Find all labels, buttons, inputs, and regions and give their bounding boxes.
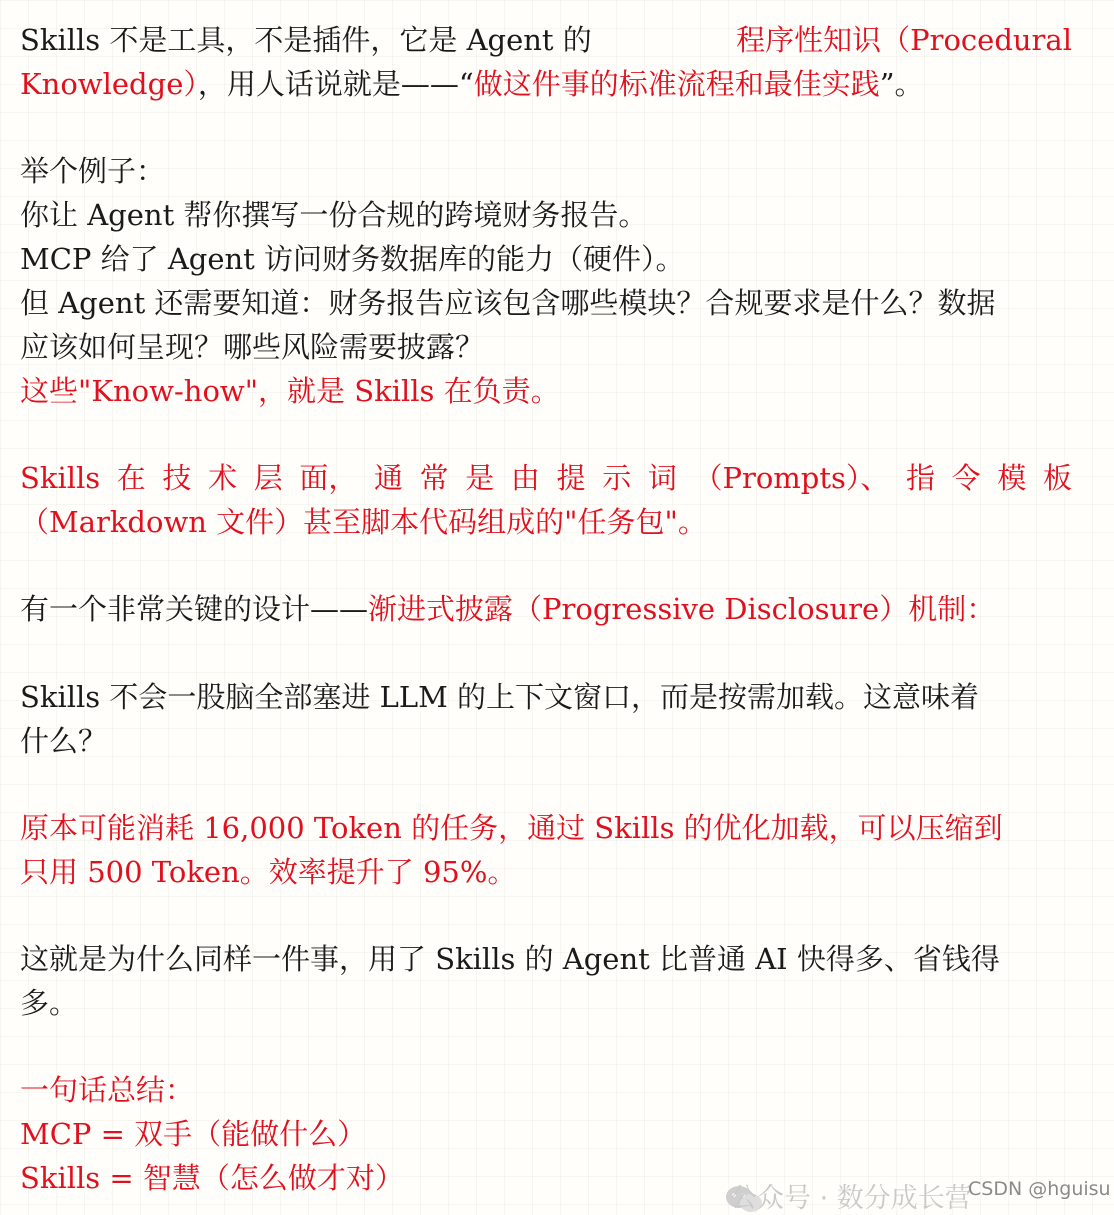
text-segment: 有一个非常关键的设计—— — [20, 592, 369, 626]
word: 模 — [997, 461, 1027, 495]
text-line — [20, 18, 1072, 62]
text-line: MCP 给了 Agent 访问财务数据库的能力（硬件）。 — [20, 242, 685, 276]
paragraph-progressive-disclosure — [20, 587, 1072, 631]
highlight-text: Knowledge） — [20, 67, 198, 101]
text-segment: ”。 — [879, 67, 924, 101]
word: 令 — [951, 461, 981, 495]
highlight-text: 程序性知识（Procedural — [736, 23, 1072, 57]
paragraph-example — [20, 149, 1072, 413]
word: 面， — [299, 461, 358, 495]
highlight-text: 这些"Know-how"，就是 Skills 在负责。 — [20, 374, 560, 408]
paragraph-skills-composition — [20, 456, 1072, 544]
word: 提 — [556, 461, 586, 495]
text-segment: Skills 不是工具，不是插件，它是 Agent 的 — [20, 23, 592, 57]
word: （Prompts）、 — [693, 461, 890, 495]
text-line: Skills 不会一股脑全部塞进 LLM 的上下文窗口，而是按需加载。这意味着 — [20, 680, 980, 714]
text-line: 举个例子： — [20, 154, 166, 188]
text-line: 只用 500 Token。效率提升了 95%。 — [20, 855, 517, 889]
csdn-watermark: CSDN @hguisu — [968, 1178, 1111, 1200]
text-line — [20, 62, 1072, 106]
text-line: Skills = 智慧（怎么做才对） — [20, 1161, 404, 1195]
word: 由 — [510, 461, 540, 495]
word: 示 — [602, 461, 632, 495]
word: 指 — [906, 461, 936, 495]
word: 板 — [1042, 461, 1072, 495]
word: 是 — [465, 461, 495, 495]
word: 通 — [373, 461, 403, 495]
word: Skills — [20, 461, 101, 495]
text-line — [20, 587, 1072, 631]
text-line: （Markdown 文件）甚至脚本代码组成的"任务包"。 — [20, 505, 707, 539]
text-line: 原本可能消耗 16,000 Token 的任务，通过 Skills 的优化加载，可以压缩到 — [20, 811, 1003, 845]
text-line: 应该如何呈现？哪些风险需要披露？ — [20, 330, 485, 364]
word: 技 — [162, 461, 192, 495]
word: 常 — [419, 461, 449, 495]
highlight-text: 做这件事的标准流程和最佳实践 — [473, 67, 880, 101]
wechat-watermark: 公众号 · 数分成长营 — [730, 1183, 972, 1214]
word: 层 — [253, 461, 283, 495]
paragraph-token-savings — [20, 806, 1072, 894]
highlight-text: 渐进式披露（Progressive Disclosure）机制： — [368, 592, 996, 626]
text-line: 这就是为什么同样一件事，用了 Skills 的 Agent 比普通 AI 快得多、省钱得 — [20, 942, 1000, 976]
paragraph-skills-definition — [20, 18, 1072, 106]
word: 在 — [116, 461, 146, 495]
text-line: 一句话总结： — [20, 1073, 195, 1107]
paragraph-why-faster — [20, 937, 1072, 1025]
word: 术 — [208, 461, 238, 495]
text-line — [20, 456, 1072, 500]
paragraph-on-demand-loading — [20, 675, 1072, 763]
text-segment: ，用人话说就是——“ — [197, 67, 474, 101]
word: 词 — [647, 461, 677, 495]
text-line: 多。 — [20, 986, 79, 1020]
text-line: MCP = 双手（能做什么） — [20, 1117, 367, 1151]
text-line: 什么？ — [20, 724, 108, 758]
text-line: 但 Agent 还需要知道：财务报告应该包含哪些模块？合规要求是什么？数据 — [20, 286, 996, 320]
text-line: 你让 Agent 帮你撰写一份合规的跨境财务报告。 — [20, 198, 648, 232]
